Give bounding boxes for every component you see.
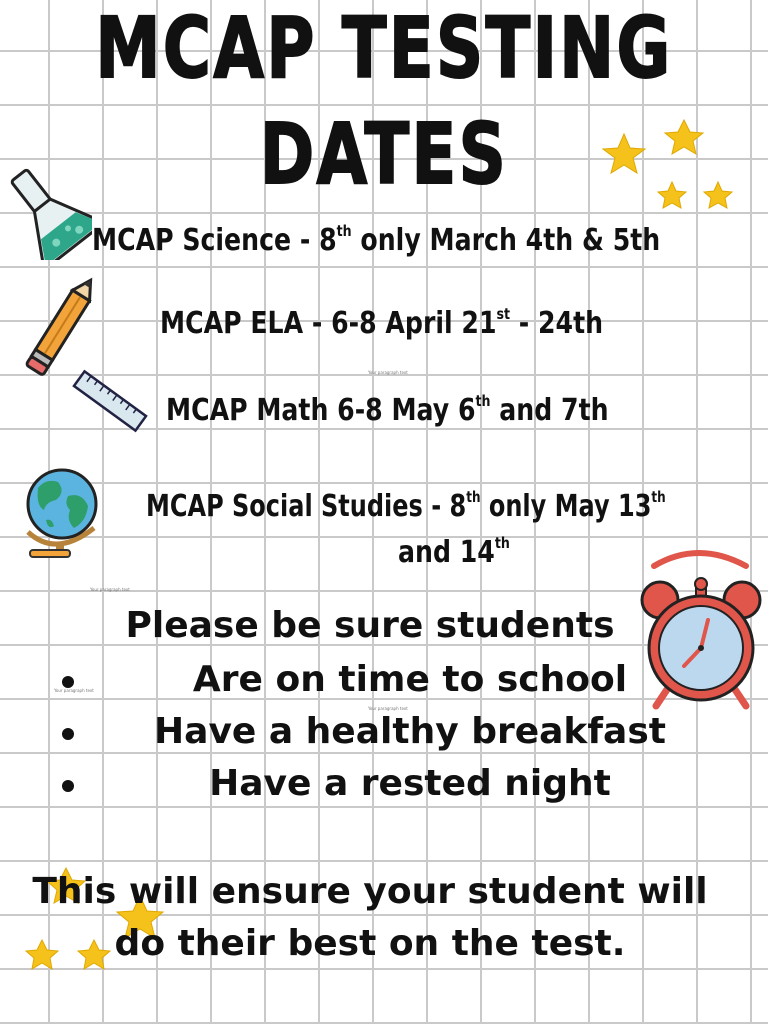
globe-icon xyxy=(16,462,110,560)
bullet-point xyxy=(62,780,74,792)
star-icon xyxy=(658,182,686,208)
title-line-2: DATES xyxy=(259,105,509,203)
placeholder-text: Your paragraph text xyxy=(54,688,94,693)
flask-icon xyxy=(0,160,92,260)
star-icon xyxy=(603,134,645,173)
placeholder-text: Your paragraph text xyxy=(368,370,408,375)
pencil-icon xyxy=(24,272,100,380)
schedule-item-science: MCAP Science - 8th only March 4th & 5th xyxy=(92,222,661,258)
reminder-heading: Please be sure students xyxy=(125,605,615,646)
stars-decoration xyxy=(596,118,746,228)
reminder-item: Are on time to school xyxy=(192,659,628,700)
reminder-item: Have a rested night xyxy=(209,763,611,804)
schedule-item-ela: MCAP ELA - 6-8 April 21st - 24th xyxy=(160,305,604,341)
bullet-point xyxy=(62,728,74,740)
reminder-item: Have a healthy breakfast xyxy=(154,711,666,752)
placeholder-text: Your paragraph text xyxy=(368,706,408,711)
star-icon xyxy=(665,120,703,154)
bullet-point xyxy=(62,676,74,688)
star-icon xyxy=(704,182,732,208)
ruler-icon xyxy=(70,366,150,436)
schedule-item-math: MCAP Math 6-8 May 6th and 7th xyxy=(166,392,609,428)
schedule-item-social-studies: MCAP Social Studies - 8th only May 13th xyxy=(146,488,666,524)
schedule-item-social-studies-cont: and 14th xyxy=(398,534,510,570)
title-line-1: MCAP TESTING xyxy=(95,0,673,97)
placeholder-text: Your paragraph text xyxy=(90,587,130,592)
closing-line-2: do their best on the test. xyxy=(114,923,626,964)
closing-line-1: This will ensure your student will xyxy=(32,871,708,912)
